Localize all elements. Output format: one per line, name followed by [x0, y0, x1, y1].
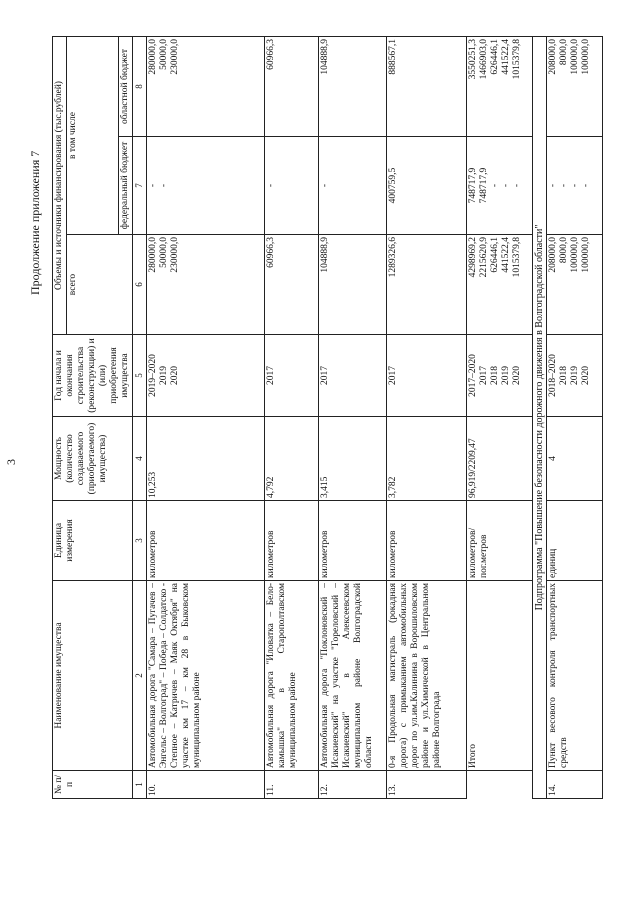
col-index: 2 [133, 581, 147, 771]
row-capacity: 3,415 [319, 417, 387, 501]
row-unit: километров [265, 501, 319, 581]
table-row [387, 36, 467, 798]
col-index: 8 [133, 36, 147, 136]
appendix-caption: Продолжение приложения 7 [28, 150, 42, 295]
row-years: 2017 [387, 335, 467, 417]
total-regional: 3550251,3 1466903,0 626446,1 441522,4 1015379,8 [467, 36, 533, 136]
row-unit: километров [387, 501, 467, 581]
total-total: 4298969,2 2215620,9 626446,1 441522,4 1015379,8 [467, 235, 533, 335]
col-index: 3 [133, 501, 147, 581]
row-total: 104888,9 [319, 235, 387, 335]
row-num: 10. [147, 771, 265, 799]
header-including: в том числе [67, 36, 119, 234]
row-federal: - [265, 137, 319, 235]
col-index: 6 [133, 235, 147, 335]
row-years: 2017 [265, 335, 319, 417]
row-unit: километров [319, 501, 387, 581]
row-total: 60966,3 [265, 235, 319, 335]
row-name: Автомобильная дорога "Самара – Пугачев – Энгельс – Волгоград" – Победа – Солдатско - Степное – Катричев – Маяк Октября" на участке км 17 – км 28 в Быковском муниципальном районе [147, 581, 265, 771]
header-capacity: Мощность (количество создаваемого (приобретаемого) имущества) [53, 417, 133, 501]
table-row [547, 36, 603, 798]
row-regional: 208000,0 8000,0 100000,0 100000,0 [547, 36, 603, 136]
row-unit: единиц [547, 501, 603, 581]
row-capacity: 3,782 [387, 417, 467, 501]
row-years: 2018–2020 2018 2019 2020 [547, 335, 603, 417]
total-capacity: 96,919/2209,47 [467, 417, 533, 501]
property-table [52, 36, 603, 799]
col-index: 4 [133, 417, 147, 501]
header-name: Наименование имущества [53, 581, 133, 771]
row-total: 1289326,6 [387, 235, 467, 335]
row-capacity: 10,253 [147, 417, 265, 501]
total-row [467, 36, 533, 798]
total-label: Итого [467, 581, 533, 771]
header-total: всего [67, 235, 133, 335]
header-funding: Объемы и источники финансирования (тыс.рублей) [53, 36, 67, 334]
subprogram-title: Подпрограмма "Повышение безопасности дорожного движения в Волгоградской области" [533, 36, 547, 798]
row-regional: 60966,3 [265, 36, 319, 136]
row-num: 14. [547, 771, 603, 799]
column-index-row [133, 36, 147, 798]
header-federal: федеральный бюджет [119, 137, 133, 235]
row-num: 13. [387, 771, 467, 799]
header-unit: Единица измерения [53, 501, 133, 581]
row-federal: 400759,5 [387, 137, 467, 235]
row-name: Автомобильная дорога "Поклоновский – Исакиевский" на участке "Гореловский – Исакиевский" в Алексеевском муниципальном районе Волгоградской области [319, 581, 387, 771]
subprogram-row [533, 36, 547, 798]
row-regional: 280000,0 50000,0 230000,0 [147, 36, 265, 136]
total-years: 2017–2020 2017 2018 2019 2020 [467, 335, 533, 417]
row-regional: 888567,1 [387, 36, 467, 136]
row-capacity: 4 [547, 417, 603, 501]
row-unit: километров [147, 501, 265, 581]
header-regional: областной бюджет [119, 36, 133, 136]
page-number: 3 [4, 459, 18, 465]
row-total: 208000,0 8000,0 100000,0 100000,0 [547, 235, 603, 335]
row-capacity: 4,792 [265, 417, 319, 501]
row-years: 2019–2020 2019 2020 [147, 335, 265, 417]
header-years: Год начала и окончания строительства (реконструкции) и (или) приобретения имущества [53, 335, 133, 417]
row-name: Пункт весового контроля транспортных средств [547, 581, 603, 771]
row-num: 12. [319, 771, 387, 799]
row-years: 2017 [319, 335, 387, 417]
row-federal: - [319, 137, 387, 235]
table-row [265, 36, 319, 798]
col-index: 5 [133, 335, 147, 417]
total-federal: 748717,9 748717,9 - - - [467, 137, 533, 235]
row-regional: 104888,9 [319, 36, 387, 136]
row-name: 0-я Продольная магистраль (рокадная дорога) с примыканием автомобильных дорог по ул.им.Калинина в Ворошиловском районе и ул.Химической в Центральном районе Волгограда [387, 581, 467, 771]
total-unit: километров/ пог.метров [467, 501, 533, 581]
col-index: 1 [133, 771, 147, 799]
table-row [319, 36, 387, 798]
row-federal: - - [147, 137, 265, 235]
header-num: № п/п [53, 771, 133, 799]
row-num: 11. [265, 771, 319, 799]
row-total: 280000,0 50000,0 230000,0 [147, 235, 265, 335]
row-federal: - - - - [547, 137, 603, 235]
table-row [147, 36, 265, 798]
col-index: 7 [133, 137, 147, 235]
row-name: Автомобильная дорога "Иловатка – Бело-камышка" в Старополтавском муниципальном районе [265, 581, 319, 771]
